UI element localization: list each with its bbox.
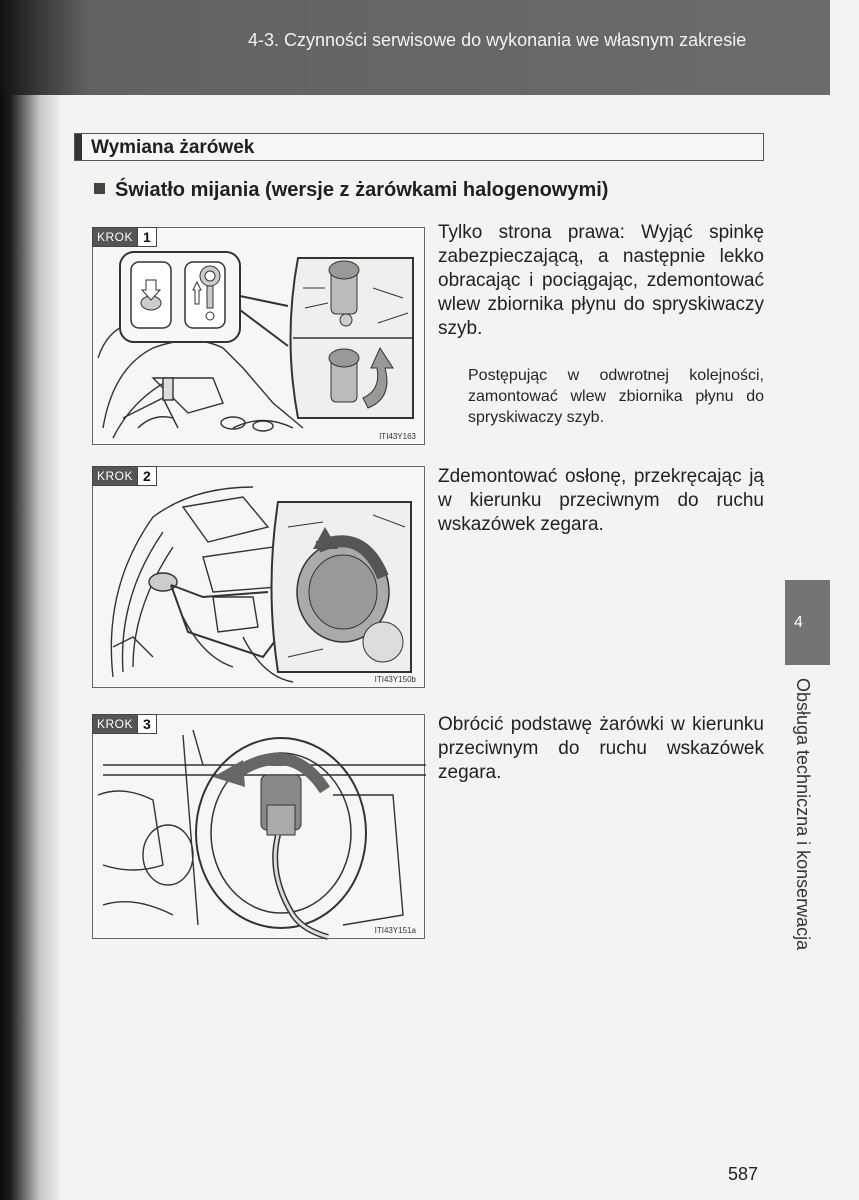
figure-code: ITI43Y150b bbox=[374, 675, 416, 684]
step-1-text: Tylko strona prawa: Wyjąć spinkę zabezpieczającą, a następnie lekko obracając i pociągając, zdemontować wlew zbiornika płynu do spryskiwaczy szyb. bbox=[438, 222, 764, 339]
washer-filler-illustration bbox=[93, 228, 426, 446]
step-1-label bbox=[92, 227, 157, 247]
bulb-base-illustration bbox=[93, 715, 426, 940]
step-2-label bbox=[92, 466, 157, 486]
chapter-header bbox=[0, 0, 830, 95]
step-number: 3 bbox=[137, 715, 156, 733]
step-1-note: Postępując w odwrotnej kolejności, zamontować wlew zbiornika płynu do spryskiwaczy szyb. bbox=[468, 367, 764, 426]
subheading bbox=[94, 179, 608, 202]
headlight-cover-illustration bbox=[93, 467, 426, 689]
section-heading-box bbox=[74, 133, 764, 161]
step-2-text: Zdemontować osłonę, przekręcając ją w kierunku przeciwnym do ruchu wskazówek zegara. bbox=[438, 466, 764, 535]
step-1-figure bbox=[92, 227, 425, 445]
krok-label: KROK bbox=[93, 467, 137, 485]
step-2-figure bbox=[92, 466, 425, 688]
chapter-side-label: Obsługa techniczna i konserwacja bbox=[793, 678, 813, 951]
krok-label: KROK bbox=[93, 715, 137, 733]
square-bullet-icon bbox=[94, 183, 105, 194]
chapter-tab bbox=[785, 580, 830, 665]
step-3-figure bbox=[92, 714, 425, 939]
step-3-label bbox=[92, 714, 157, 734]
figure-code: ITI43Y163 bbox=[379, 432, 416, 441]
step-number: 2 bbox=[137, 467, 156, 485]
figure-code: ITI43Y151a bbox=[374, 926, 416, 935]
page-binding-shadow bbox=[0, 0, 60, 1200]
step-number: 1 bbox=[137, 228, 156, 246]
krok-label: KROK bbox=[93, 228, 137, 246]
step-3-text: Obrócić podstawę żarówki w kierunku przeciwnym do ruchu wskazówek zegara. bbox=[438, 714, 764, 783]
section-title: Wymiana żarówek bbox=[91, 137, 255, 158]
subheading-text: Światło mijania (wersje z żarówkami halogenowymi) bbox=[115, 179, 609, 201]
chapter-tab-number: 4 bbox=[794, 614, 803, 631]
page-number: 587 bbox=[728, 1164, 759, 1184]
chapter-title: 4-3. Czynności serwisowe do wykonania we własnym zakresie bbox=[248, 30, 747, 50]
section-marker bbox=[75, 134, 82, 160]
